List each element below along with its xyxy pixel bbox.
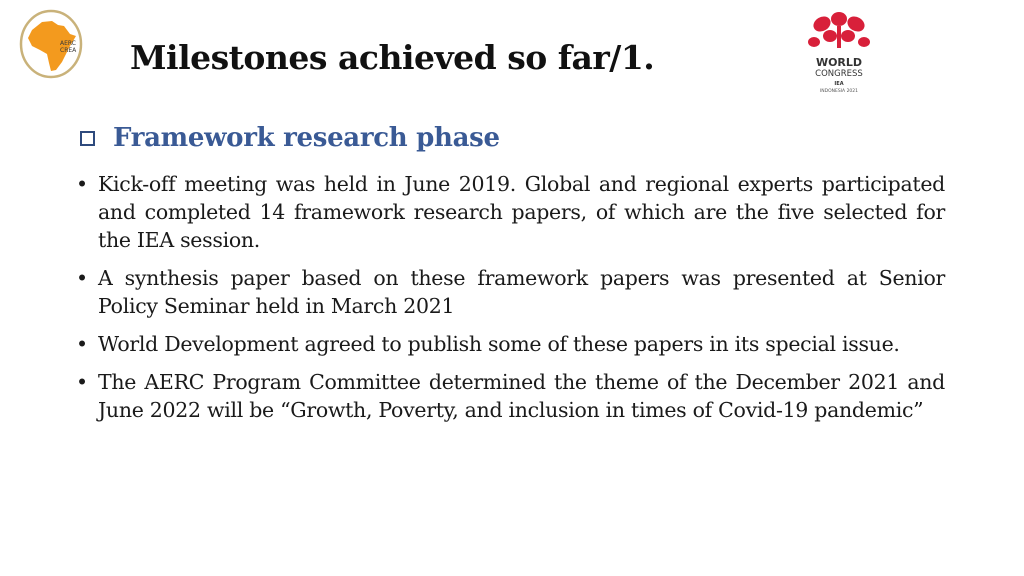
list-item	[76, 330, 945, 358]
bullet-dot-icon: •	[76, 172, 88, 196]
list-item	[76, 264, 945, 320]
list-item-text: The AERC Program Committee determined the theme of the December 2021 and June 2022 will be “Growth, Poverty, and inclusion in times of Covid-19 pandemic”	[98, 370, 945, 422]
list-item	[76, 368, 945, 424]
logo-congress-text: CONGRESS	[815, 69, 863, 79]
list-item-text: Kick-off meeting was held in June 2019. Global and regional experts participated and completed 14 framework research papers, of which are the five selected for the IEA session.	[98, 172, 945, 252]
list-item-text: A synthesis paper based on these framework papers was presented at Senior Policy Seminar held in March 2021	[98, 266, 945, 318]
logo-iea-text: IEA	[834, 81, 844, 87]
bullet-dot-icon: •	[76, 266, 88, 290]
bullet-dot-icon: •	[76, 332, 88, 356]
flower-logo-icon	[806, 12, 872, 96]
aerc-logo-text2: CREA	[60, 47, 77, 54]
logo-indonesia-text: INDONESIA 2021	[819, 89, 859, 94]
aerc-logo	[18, 8, 84, 80]
aerc-logo-text1: AERC	[60, 40, 76, 47]
bullet-list	[76, 170, 945, 434]
page-title: Milestones achieved so far/1.	[130, 38, 655, 77]
list-item-text: World Development agreed to publish some of these papers in its special issue.	[98, 332, 900, 356]
bullet-dot-icon: •	[76, 370, 88, 394]
checkbox-bullet-icon	[80, 131, 95, 146]
section-title: Framework research phase	[113, 123, 500, 153]
list-item	[76, 170, 945, 254]
africa-map-logo-icon	[18, 8, 84, 80]
section-heading	[80, 123, 500, 153]
logo-world-text: WORLD	[815, 56, 863, 69]
world-congress-logo	[806, 12, 872, 96]
